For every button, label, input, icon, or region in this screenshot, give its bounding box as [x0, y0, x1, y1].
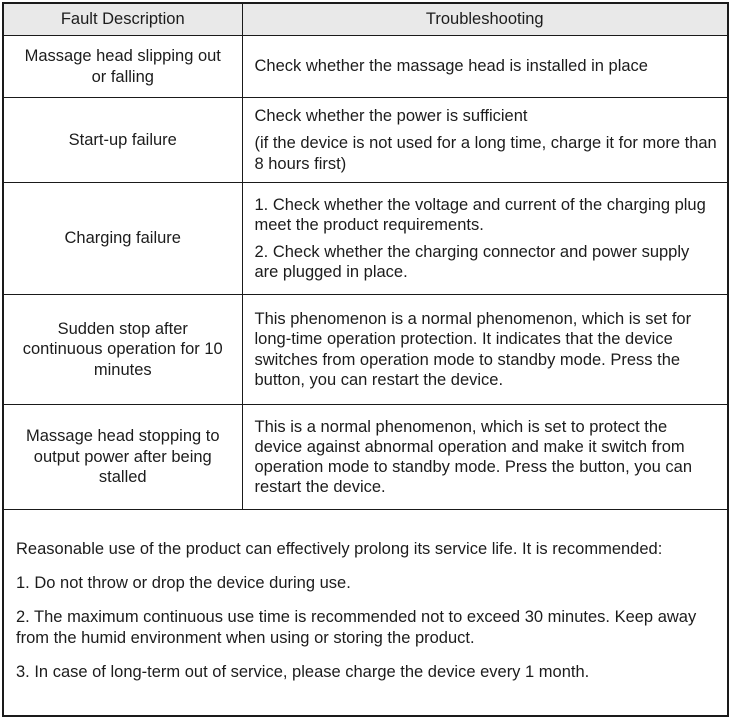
troubleshooting-cell: [242, 405, 728, 510]
table-row: [3, 98, 728, 183]
fault-troubleshooting-table: [2, 2, 729, 717]
troubleshooting-line: 1. Check whether the voltage and current of the charging plug meet the product requirements.: [254, 195, 706, 234]
troubleshooting-cell: [242, 98, 728, 183]
troubleshooting-header: Troubleshooting: [242, 3, 728, 36]
fault-cell: Massage head slipping out or falling: [3, 36, 242, 98]
fault-cell: Massage head stopping to output power after being stalled: [3, 405, 242, 510]
troubleshooting-line: Check whether the massage head is installed in place: [254, 57, 648, 76]
troubleshooting-cell: [242, 183, 728, 295]
troubleshooting-line: Check whether the power is sufficient: [254, 107, 528, 126]
troubleshooting-line: (if the device is not used for a long time, charge it for more than 8 hours first): [254, 134, 717, 173]
note-item: 1. Do not throw or drop the device during use.: [16, 573, 351, 592]
troubleshooting-line: 2. Check whether the charging connector and power supply are plugged in place.: [254, 243, 690, 282]
troubleshooting-cell: [242, 295, 728, 405]
table-row: [3, 36, 728, 98]
usage-notes-row: [3, 510, 728, 716]
table-row: [3, 183, 728, 295]
note-item: 2. The maximum continuous use time is recommended not to exceed 30 minutes. Keep away from the humid environment when using or storing the product.: [16, 607, 697, 647]
usage-notes-cell: [3, 510, 728, 716]
troubleshooting-cell: [242, 36, 728, 98]
table-row: [3, 295, 728, 405]
troubleshooting-line: This phenomenon is a normal phenomenon, which is set for long-time operation protection. It indicates that the device switches from operation mode to standby mode. Press the button, you can restart the device.: [254, 310, 692, 389]
table-header-row: [3, 3, 728, 36]
notes-intro: Reasonable use of the product can effectively prolong its service life. It is recommended:: [16, 540, 663, 559]
troubleshooting-line: This is a normal phenomenon, which is set to protect the device against abnormal operation and make it switch from operation mode to standby mode. Press the button, you can restart the device.: [254, 417, 693, 497]
note-item: 3. In case of long-term out of service, please charge the device every 1 month.: [16, 662, 590, 681]
fault-cell: Charging failure: [3, 183, 242, 295]
fault-cell: Start-up failure: [3, 98, 242, 183]
fault-cell: Sudden stop after continuous operation for 10 minutes: [3, 295, 242, 405]
fault-description-header: Fault Description: [3, 3, 242, 36]
table-row: [3, 405, 728, 510]
